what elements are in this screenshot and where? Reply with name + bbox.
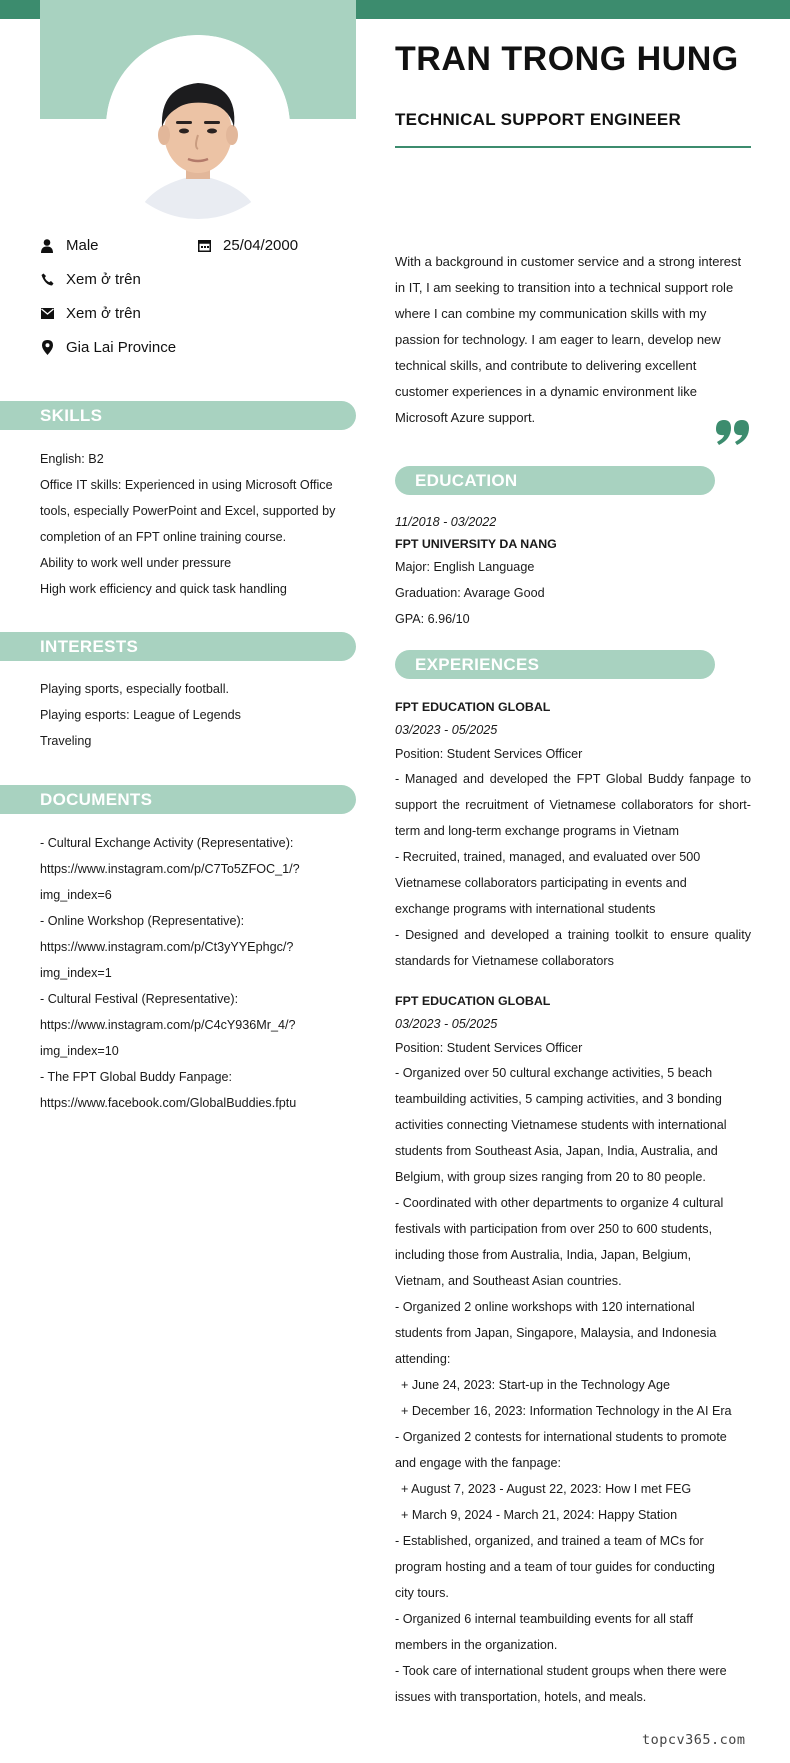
list-item: - Organized 6 internal teambuilding events for all staff <box>395 1612 693 1626</box>
person-icon <box>40 239 54 253</box>
document-link[interactable]: https://www.instagram.com/p/C4cY936Mr_4/? <box>40 1018 296 1032</box>
list-item: + March 9, 2024 - March 21, 2024: Happy Station <box>401 1508 678 1522</box>
education-date: 11/2018 - 03/2022 <box>395 515 497 529</box>
experiences-heading: EXPERIENCES <box>395 650 715 679</box>
document-link[interactable]: img_index=6 <box>40 888 112 902</box>
list-item: - Established, organized, and trained a team of MCs for <box>395 1534 704 1548</box>
birthdate-value: 25/04/2000 <box>223 237 299 254</box>
documents-list <box>40 830 300 1116</box>
address-value: Gia Lai Province <box>66 339 177 356</box>
education-gpa: GPA: 6.96/10 <box>395 612 470 626</box>
experience-date: 03/2023 - 05/2025 <box>395 723 498 737</box>
education-major: Major: English Language <box>395 560 535 574</box>
experience-item <box>395 696 751 974</box>
list-item: program hosting and a team of tour guides for conducting <box>395 1560 715 1574</box>
list-item: - The FPT Global Buddy Fanpage: <box>40 1070 233 1084</box>
experience-org: FPT EDUCATION GLOBAL <box>395 700 551 714</box>
list-item: - Recruited, trained, managed, and evaluated over 500 <box>395 850 701 864</box>
list-item: festivals with participation from over 250 to 600 students, <box>395 1222 713 1236</box>
phone-icon <box>40 273 54 287</box>
list-item: English: B2 <box>40 452 104 466</box>
education-graduation: Graduation: Avarage Good <box>395 586 545 600</box>
documents-heading: DOCUMENTS <box>0 785 356 814</box>
profile-summary: With a background in customer service and a strong interest in IT, I am seeking to transition into a technical support role where I can combine my communication skills with my passion for technology. I am eager to learn, develop new technical skills, and contribute to delivering excellent customer experiences in a dynamic environment like Microsoft Azure support. <box>395 254 742 425</box>
list-item: teambuilding activities, 5 camping activities, and 3 bonding <box>395 1092 722 1106</box>
experience-item <box>395 990 751 1710</box>
list-item: Playing sports, especially football. <box>40 682 230 696</box>
document-link[interactable]: https://www.instagram.com/p/Ct3yYYEphgc/? <box>40 940 294 954</box>
skills-list <box>40 446 335 602</box>
list-item: + December 16, 2023: Information Technology in the AI Era <box>401 1404 732 1418</box>
list-item: students from Japan, Singapore, Malaysia, and Indonesia <box>395 1326 717 1340</box>
email-row <box>40 305 141 322</box>
list-item: Vietnam, and Southeast Asian countries. <box>395 1274 622 1288</box>
experience-org: FPT EDUCATION GLOBAL <box>395 994 551 1008</box>
list-item: and engage with the fanpage: <box>395 1456 561 1470</box>
location-pin-icon <box>40 341 54 355</box>
list-item: - Cultural Exchange Activity (Representative): <box>40 836 294 850</box>
list-item: tools, especially PowerPoint and Excel, supported by <box>40 504 336 518</box>
document-link[interactable]: img_index=10 <box>40 1044 119 1058</box>
list-item: Belgium, with group sizes ranging from 20 to 80 people. <box>395 1170 706 1184</box>
list-item: city tours. <box>395 1586 449 1600</box>
list-item: - Organized over 50 cultural exchange activities, 5 beach <box>395 1066 713 1080</box>
document-link[interactable]: https://www.facebook.com/GlobalBuddies.fptu <box>40 1096 297 1110</box>
birthdate-row <box>197 237 298 254</box>
phone-row <box>40 271 141 288</box>
email-value: Xem ở trên <box>66 305 141 322</box>
list-item: - Online Workshop (Representative): <box>40 914 245 928</box>
experience-position: Position: Student Services Officer <box>395 1041 583 1055</box>
document-link[interactable]: https://www.instagram.com/p/C7To5ZFOC_1/? <box>40 862 300 876</box>
watermark: topcv365.com <box>642 1732 746 1748</box>
experience-date: 03/2023 - 05/2025 <box>395 1017 498 1031</box>
list-item: - Managed and developed the FPT Global Buddy fanpage to support the recruitment of Vietnamese collaborators for short-term and long-term exchange programs in Vietnam <box>395 772 751 838</box>
list-item: attending: <box>395 1352 451 1366</box>
list-item: Traveling <box>40 734 92 748</box>
profile-photo <box>106 35 290 219</box>
list-item: members in the organization. <box>395 1638 558 1652</box>
candidate-role: TECHNICAL SUPPORT ENGINEER <box>395 110 682 129</box>
gender-value: Male <box>66 237 99 254</box>
education-block <box>395 510 557 632</box>
document-link[interactable]: img_index=1 <box>40 966 112 980</box>
mail-icon <box>40 307 54 321</box>
list-item: - Organized 2 contests for international students to promote <box>395 1430 727 1444</box>
title-divider <box>395 146 751 148</box>
list-item: Ability to work well under pressure <box>40 556 232 570</box>
education-school: FPT UNIVERSITY DA NANG <box>395 537 557 551</box>
list-item: - Organized 2 online workshops with 120 international <box>395 1300 695 1314</box>
list-item: - Took care of international student groups when there were <box>395 1664 727 1678</box>
list-item: including those from Australia, India, Japan, Belgium, <box>395 1248 692 1262</box>
list-item: + June 24, 2023: Start-up in the Technology Age <box>401 1378 670 1392</box>
quote-icon <box>716 420 750 451</box>
list-item: + August 7, 2023 - August 22, 2023: How I met FEG <box>401 1482 692 1496</box>
skills-heading: SKILLS <box>0 401 356 430</box>
list-item: issues with transportation, hotels, and meals. <box>395 1690 647 1704</box>
list-item: High work efficiency and quick task handling <box>40 582 287 596</box>
list-item: students from Southeast Asia, Japan, India, Australia, and <box>395 1144 718 1158</box>
list-item: - Designed and developed a training toolkit to ensure quality standards for Vietnamese collaborators <box>395 928 751 968</box>
list-item: completion of an FPT online training course. <box>40 530 287 544</box>
list-item: Playing esports: League of Legends <box>40 708 241 722</box>
address-row <box>40 339 176 356</box>
list-item: - Coordinated with other departments to organize 4 cultural <box>395 1196 724 1210</box>
list-item: Office IT skills: Experienced in using Microsoft Office <box>40 478 333 492</box>
education-heading: EDUCATION <box>395 466 715 495</box>
candidate-name: TRAN TRONG HUNG <box>395 40 739 78</box>
experience-position: Position: Student Services Officer <box>395 747 583 761</box>
phone-value: Xem ở trên <box>66 271 141 288</box>
list-item: exchange programs with international students <box>395 902 656 916</box>
list-item: - Cultural Festival (Representative): <box>40 992 239 1006</box>
gender-row <box>40 237 99 254</box>
list-item: activities connecting Vietnamese students with international <box>395 1118 727 1132</box>
interests-list <box>40 676 241 754</box>
interests-heading: INTERESTS <box>0 632 356 661</box>
calendar-icon <box>197 239 211 253</box>
list-item: Vietnamese collaborators participating in events and <box>395 876 687 890</box>
